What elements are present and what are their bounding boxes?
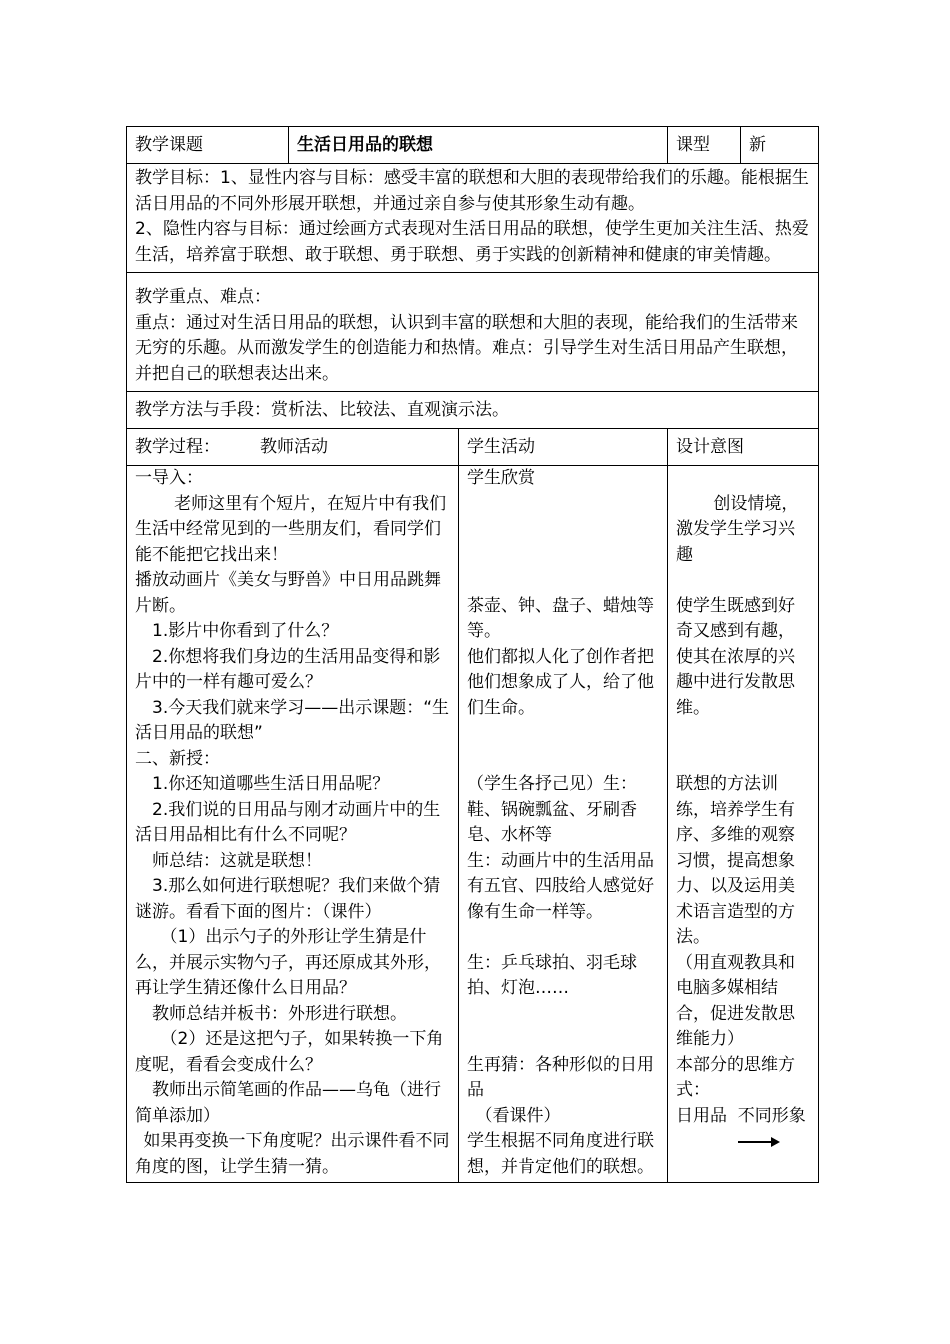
teacher-line: 3.那么如何进行联想呢？我们来做个猜谜游。看看下面的图片：（课件）	[135, 876, 441, 922]
objectives-row	[127, 164, 819, 273]
process-header-row	[127, 429, 819, 466]
teacher-line: 教师总结并板书：外形进行联想。	[152, 1003, 407, 1024]
design-line: 创设情境，激发学生学习兴趣	[676, 493, 799, 565]
student-line: 生：动画片中的生活用品有五官、四肢给人感觉好像有生命一样等。	[467, 850, 654, 922]
teacher-line: 如果再变换一下角度呢？出示课件看不同角度的图，让学生猜一猜。	[135, 1131, 450, 1177]
teacher-activity-column	[127, 466, 459, 1183]
teacher-line: 2.你想将我们身边的生活用品变得和影片中的一样有趣可爱么？	[135, 646, 441, 692]
teacher-line: （1）出示勺子的外形让学生猜是什么，并展示实物勺子，再还原成其外形，再让学生猜还像什么日用品？	[135, 927, 441, 998]
design-intent-header: 设计意图	[668, 429, 819, 466]
teacher-line: 教师出示简笔画的作品——乌龟（进行简单添加）	[135, 1080, 441, 1126]
design-line: 联想的方法训练，培养学生有序、多维的观察习惯，提高想象力、以及运用美术语言造型的方法。	[676, 774, 795, 947]
lesson-plan-table	[126, 126, 819, 1183]
teacher-activity-header: 教师活动	[260, 437, 328, 457]
design-line: 本部分的思维方式：	[676, 1054, 795, 1100]
teacher-line: 1.影片中你看到了什么？	[152, 621, 339, 641]
arrow-right-icon	[738, 1135, 780, 1149]
design-line: 使学生既感到好奇又感到有趣，使其在浓厚的兴趣中进行发散思维。	[676, 595, 795, 718]
teaching-methods: 教学方法与手段：赏析法、比较法、直观演示法。	[127, 392, 819, 429]
process-label: 教学过程：	[135, 437, 220, 457]
key-points-title: 教学重点、难点：	[135, 287, 271, 307]
methods-row	[127, 392, 819, 429]
lesson-topic: 生活日用品的联想	[289, 127, 668, 164]
design-intent-column	[668, 466, 819, 1183]
student-line: 生：乒乓球拍、羽毛球拍、灯泡……	[467, 952, 637, 998]
teacher-line: 一导入：	[135, 468, 203, 488]
design-line: 日用品 不同形象	[676, 1105, 806, 1126]
process-body-row	[127, 466, 819, 1183]
student-activity-header: 学生活动	[459, 429, 668, 466]
design-line: （用直观教具和电脑多媒相结合，促进发散思维能力）	[676, 952, 795, 1049]
teacher-line: （2）还是这把勺子，如果转换一下角度呢，看看会变成什么？	[135, 1029, 444, 1075]
student-line: （学生各抒己见）生：鞋、锅碗瓢盆、牙刷香皂、水杯等	[467, 774, 637, 845]
key-points-row	[127, 273, 819, 392]
student-line: 学生欣赏	[467, 468, 535, 488]
header-row	[127, 127, 819, 164]
objectives-explicit: 教学目标：1、显性内容与目标：感受丰富的联想和大胆的表现带给我们的乐趣。能根据生活日用品的不同外形展开联想，并通过亲自参与使其形象生动有趣。	[135, 168, 809, 214]
teacher-line: 老师这里有个短片，在短片中有我们生活中经常见到的一些朋友们，看同学们能不能把它找出来！	[135, 493, 447, 565]
student-line: （看课件）	[475, 1105, 561, 1126]
teacher-line: 2.我们说的日用品与刚才动画片中的生活日用品相比有什么不同呢？	[135, 799, 441, 845]
student-line: 茶壶、钟、盘子、蜡烛等等。	[467, 595, 654, 641]
student-activity-column	[459, 466, 668, 1183]
teacher-line: 1.你还知道哪些生活日用品呢？	[152, 774, 390, 794]
teacher-line: 播放动画片《美女与野兽》中日用品跳舞片断。	[135, 570, 441, 616]
teacher-line: 师总结：这就是联想！	[152, 850, 322, 871]
key-points-text: 重点：通过对生活日用品的联想，认识到丰富的联想和大胆的表现，能给我们的生活带来无穷的乐趣。从而激发学生的创造能力和热情。难点：引导学生对生活日用品产生联想，并把自己的联想表达出来。	[135, 312, 798, 384]
student-line: 生再猜：各种形似的日用品	[467, 1054, 654, 1100]
lesson-type: 新	[741, 127, 819, 164]
teacher-line: 二、新授：	[135, 748, 220, 769]
student-line: 他们都拟人化了创作者把他们想象成了人，给了他们生命。	[467, 646, 654, 718]
teacher-line: 3.今天我们就来学习——出示课题：“生活日用品的联想”	[135, 697, 450, 743]
type-label: 课型	[668, 127, 741, 164]
objectives-implicit: 2、隐性内容与目标：通过绘画方式表现对生活日用品的联想，使学生更加关注生活、热爱生活，培养富于联想、敢于联想、勇于联想、勇于实践的创新精神和健康的审美情趣。	[135, 219, 809, 265]
student-line: 学生根据不同角度进行联想，并肯定他们的联想。	[467, 1131, 654, 1177]
topic-label: 教学课题	[127, 127, 289, 164]
lesson-plan-page	[126, 126, 818, 1183]
